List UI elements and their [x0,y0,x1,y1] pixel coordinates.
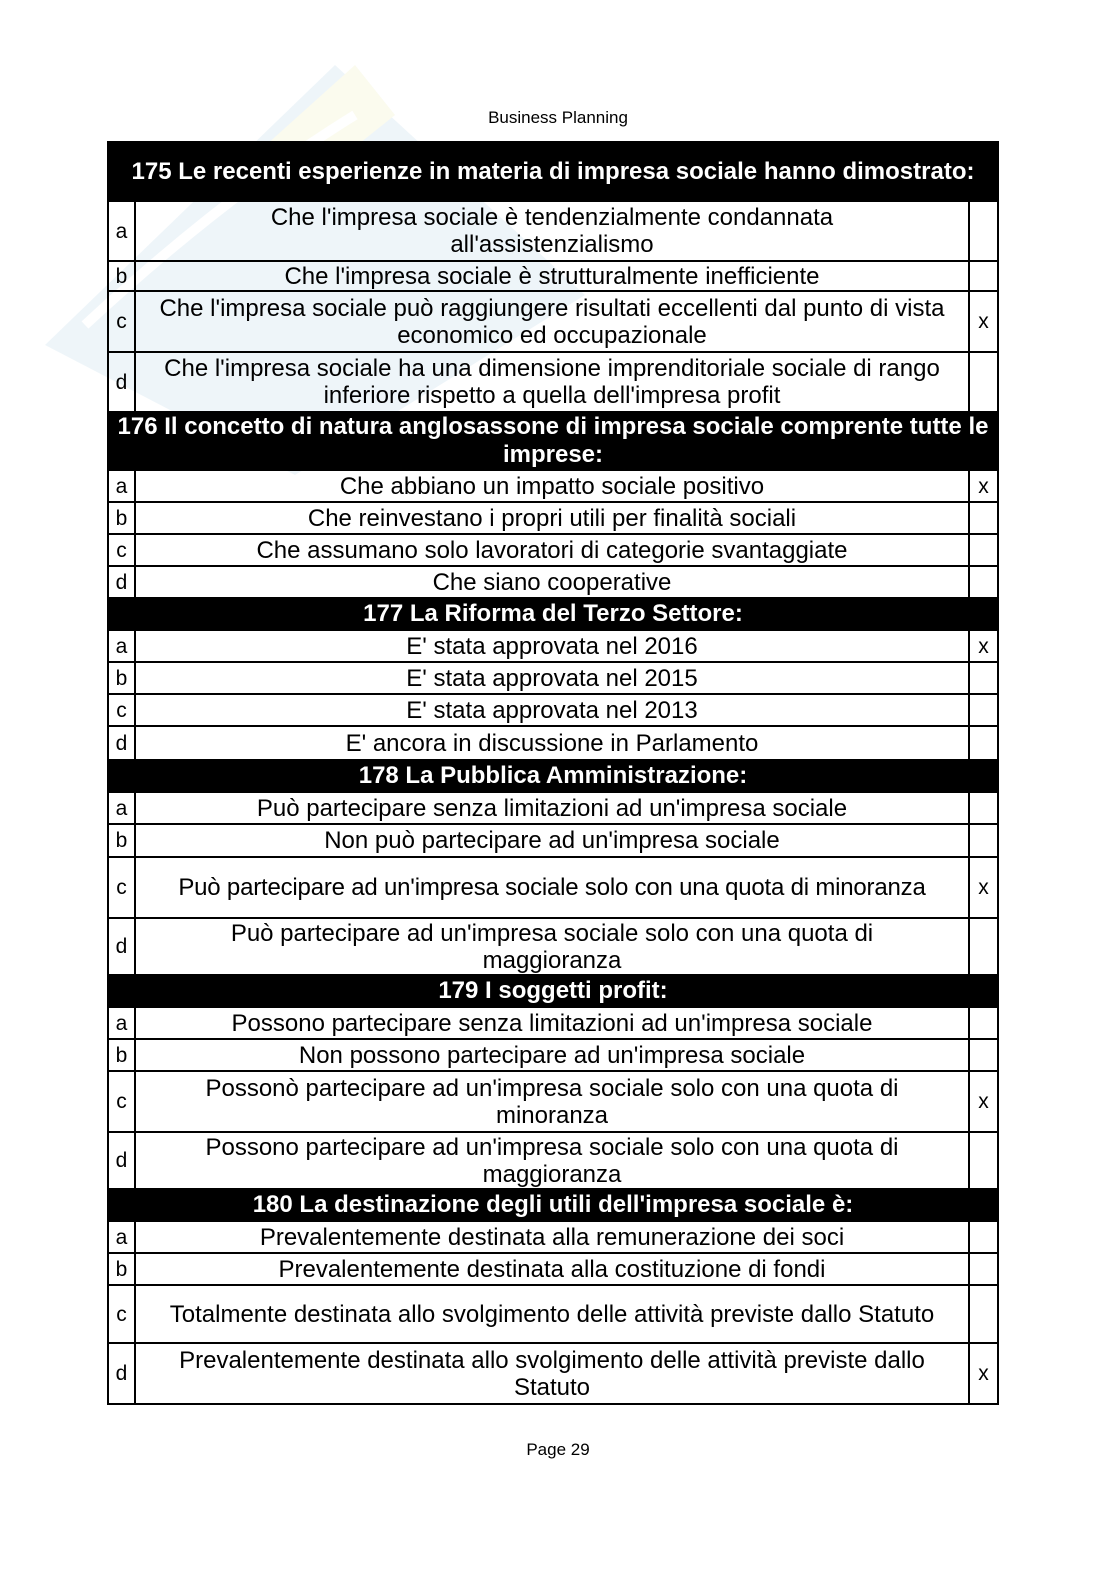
answer-row [108,352,998,412]
answer-row [108,1285,998,1343]
answer-letter: c [108,534,135,566]
question-row [108,412,998,470]
answer-letter: c [108,291,135,352]
answer-row [108,502,998,534]
answer-letter: b [108,1039,135,1071]
answer-text: Che l'impresa sociale può raggiungere risultati eccellenti dal punto di vista economico ed occupazionale [135,291,969,352]
answer-row [108,857,998,918]
answer-mark [969,502,998,534]
answer-row [108,261,998,291]
answer-letter: d [108,1343,135,1404]
answer-row [108,726,998,760]
answer-row [108,1071,998,1132]
answer-letter: c [108,694,135,726]
answer-mark: x [969,470,998,502]
question-row [108,760,998,792]
answer-mark [969,1039,998,1071]
answer-text: Possono partecipare ad un'impresa sociale solo con una quota di maggioranza [135,1132,969,1189]
answer-text: Non possono partecipare ad un'impresa sociale [135,1039,969,1071]
answer-letter: d [108,352,135,412]
answer-row [108,918,998,975]
answer-mark: x [969,857,998,918]
answer-row [108,566,998,598]
page-number: Page 29 [526,1440,590,1459]
answer-letter: b [108,662,135,694]
answer-text: Prevalentemente destinata alla costituzione di fondi [135,1253,969,1285]
answer-text: Prevalentemente destinata allo svolgimento delle attività previste dallo Statuto [135,1343,969,1404]
question-title: 179 I soggetti profit: [108,975,998,1007]
answer-mark [969,1253,998,1285]
question-title: 180 La destinazione degli utili dell'impresa sociale è: [108,1189,998,1221]
answer-mark [969,201,998,261]
answer-text: Che l'impresa sociale ha una dimensione imprenditoriale sociale di rango inferiore rispetto a quella dell'impresa profit [135,352,969,412]
answer-text: Può partecipare ad un'impresa sociale solo con una quota di minoranza [135,857,969,918]
answer-letter: a [108,630,135,662]
answer-mark [969,534,998,566]
answer-row [108,291,998,352]
answer-mark [969,824,998,857]
answer-letter: d [108,726,135,760]
answer-letter: a [108,470,135,502]
answer-text: Che abbiano un impatto sociale positivo [135,470,969,502]
answer-mark [969,566,998,598]
answer-text: Che l'impresa sociale è tendenzialmente condannata all'assistenzialismo [135,201,969,261]
answer-text: E' stata approvata nel 2015 [135,662,969,694]
answer-letter: d [108,566,135,598]
answer-row [108,1132,998,1189]
answer-text: E' stata approvata nel 2016 [135,630,969,662]
answer-row [108,792,998,824]
answer-text: E' stata approvata nel 2013 [135,694,969,726]
question-row [108,142,998,201]
answer-letter: b [108,1253,135,1285]
answer-letter: c [108,1071,135,1132]
answer-row [108,824,998,857]
answer-text: Che l'impresa sociale è strutturalmente inefficiente [135,261,969,291]
answer-text: Può partecipare senza limitazioni ad un'impresa sociale [135,792,969,824]
answer-mark [969,918,998,975]
answer-row [108,662,998,694]
answer-text: E' ancora in discussione in Parlamento [135,726,969,760]
answer-row [108,1039,998,1071]
question-row [108,598,998,630]
answer-text: Che reinvestano i propri utili per finalità sociali [135,502,969,534]
answer-letter: b [108,502,135,534]
answer-mark [969,694,998,726]
answer-row [108,1343,998,1404]
answer-mark [969,792,998,824]
question-row [108,1189,998,1221]
answer-row [108,1221,998,1253]
answer-letter: d [108,918,135,975]
answer-row [108,470,998,502]
answer-letter: a [108,1221,135,1253]
answer-mark: x [969,1343,998,1404]
answer-letter: b [108,261,135,291]
answer-row [108,534,998,566]
answer-mark: x [969,630,998,662]
question-title: 177 La Riforma del Terzo Settore: [108,598,998,630]
answer-mark [969,1007,998,1039]
answer-mark [969,1285,998,1343]
answer-mark [969,261,998,291]
answer-row [108,201,998,261]
answer-mark [969,726,998,760]
answer-text: Può partecipare ad un'impresa sociale solo con una quota di maggioranza [135,918,969,975]
answer-letter: d [108,1132,135,1189]
answer-text: Che siano cooperative [135,566,969,598]
answer-mark [969,352,998,412]
question-title: 175 Le recenti esperienze in materia di impresa sociale hanno dimostrato: [108,142,998,201]
answer-text: Possono partecipare senza limitazioni ad un'impresa sociale [135,1007,969,1039]
answer-text: Che assumano solo lavoratori di categorie svantaggiate [135,534,969,566]
question-title: 176 Il concetto di natura anglosassone di impresa sociale comprente tutte le imprese: [108,412,998,470]
answer-mark [969,1221,998,1253]
answer-mark [969,662,998,694]
question-title: 178 La Pubblica Amministrazione: [108,760,998,792]
answer-letter: a [108,1007,135,1039]
answer-mark: x [969,291,998,352]
answer-row [108,1007,998,1039]
answer-letter: c [108,1285,135,1343]
answer-text: Prevalentemente destinata alla remunerazione dei soci [135,1221,969,1253]
answer-mark: x [969,1071,998,1132]
answer-letter: a [108,201,135,261]
quiz-table [107,141,999,1405]
question-row [108,975,998,1007]
answer-row [108,694,998,726]
answer-mark [969,1132,998,1189]
answer-text: Non può partecipare ad un'impresa sociale [135,824,969,857]
answer-letter: c [108,857,135,918]
answer-text: Totalmente destinata allo svolgimento delle attività previste dallo Statuto [135,1285,969,1343]
answer-row [108,630,998,662]
answer-text: Possonò partecipare ad un'impresa sociale solo con una quota di minoranza [135,1071,969,1132]
answer-row [108,1253,998,1285]
answer-letter: a [108,792,135,824]
page-header: Business Planning [488,108,628,127]
answer-letter: b [108,824,135,857]
